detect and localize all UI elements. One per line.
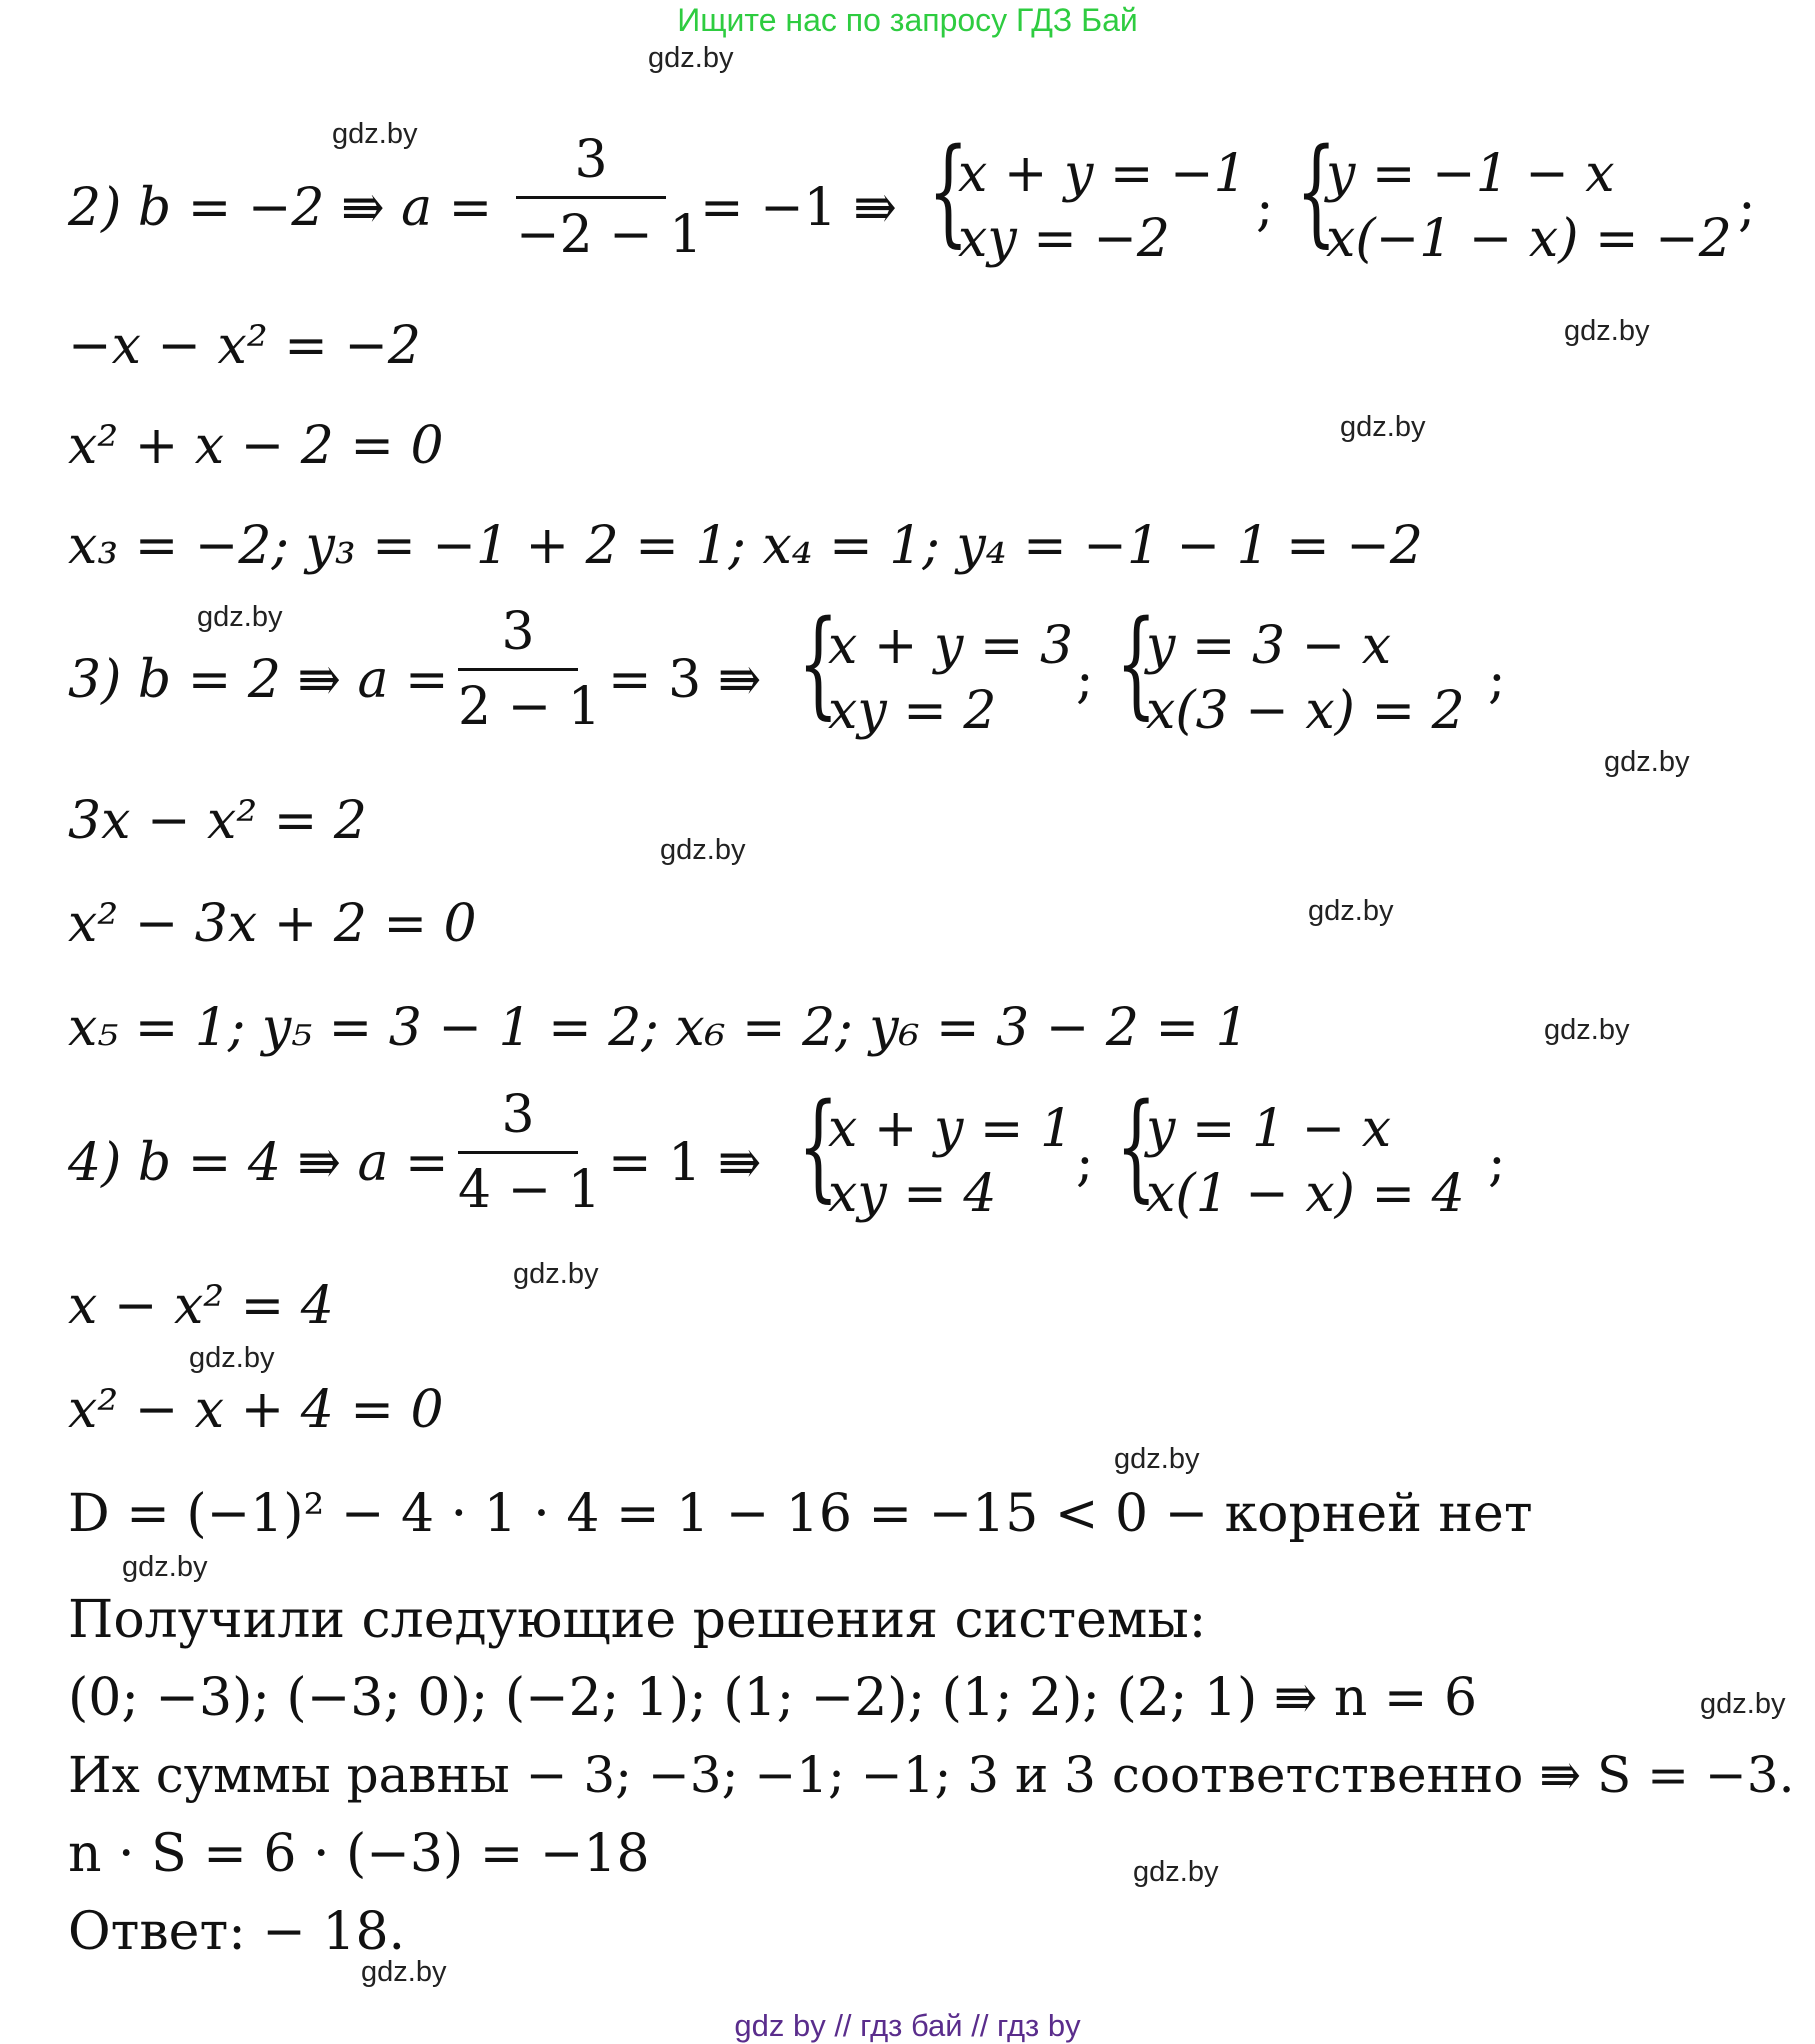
solutions-line: (0; −3); (−3; 0); (−2; 1); (1; −2); (1; 2); (2; 1) ⇛ n = 6 [68,1668,1478,1728]
equation-line: −x − x² = −2 [68,316,421,376]
system-2 [1326,142,1732,272]
system-equation: y = 1 − x [1146,1099,1392,1159]
fraction-bar [458,1151,578,1154]
system-equation: x + y = 3 [828,616,1074,676]
fraction-numerator: 3 [501,1085,535,1145]
equation-line: x² − x + 4 = 0 [68,1380,444,1440]
watermark: gdz.by [1604,746,1690,778]
separator: ; [1076,1133,1094,1193]
equation-line: 3x − x² = 2 [68,791,367,851]
watermark: gdz.by [1308,895,1394,927]
left-brace: { [1116,596,1157,731]
fraction-denominator: 2 − 1 [458,677,601,737]
left-brace: { [1116,1079,1157,1214]
case-3-mid: = 3 ⇛ [608,650,762,710]
case-3-fraction [458,602,601,737]
system-equation: x(1 − x) = 4 [1146,1164,1465,1224]
watermark: gdz.by [332,118,418,150]
system-2 [1146,614,1465,744]
watermark: gdz.by [1700,1688,1786,1720]
separator: ; [1076,650,1094,710]
watermark: gdz.by [1114,1443,1200,1475]
system-equation: x(3 − x) = 2 [1146,681,1465,741]
watermark: gdz.by [1564,315,1650,347]
equation-line: x − x² = 4 [68,1276,334,1336]
fraction-bar [516,196,666,199]
case-4-mid: = 1 ⇛ [608,1133,762,1193]
fraction-numerator: 3 [501,602,535,662]
case-2-fraction [516,130,703,265]
case-4-lead: 4) b = 4 ⇛ a = [68,1133,449,1193]
equation-line: x² + x − 2 = 0 [68,416,444,476]
left-brace: { [798,1079,839,1214]
system-equation: xy = −2 [958,209,1170,269]
watermark: gdz.by [660,834,746,866]
product-line: n · S = 6 · (−3) = −18 [68,1824,650,1884]
roots-line: x₃ = −2; y₃ = −1 + 2 = 1; x₄ = 1; y₄ = −1 − 1 = −2 [68,516,1423,576]
system-equation: x + y = 1 [828,1099,1074,1159]
watermark: gdz.by [1544,1014,1630,1046]
system-equation: x + y = −1 [958,144,1247,204]
system-equation: y = −1 − x [1326,144,1615,204]
fraction-numerator: 3 [574,130,608,190]
case-2-mid: = −1 ⇛ [700,178,897,238]
system-equation: xy = 2 [828,681,997,741]
fraction-denominator: −2 − 1 [516,205,703,265]
case-4-fraction [458,1085,601,1220]
answer-line: Ответ: − 18. [68,1902,406,1962]
watermark: gdz.by [1340,411,1426,443]
watermark: gdz.by [513,1258,599,1290]
watermark: gdz.by [1133,1856,1219,1888]
watermark: gdz.by [122,1551,208,1583]
separator: ; [1256,178,1274,238]
watermark: gdz.by [189,1342,275,1374]
text-line: Получили следующие решения системы: [68,1590,1207,1650]
sums-line: Их суммы равны − 3; −3; −1; −1; 3 и 3 соответственно ⇛ S = −3. [68,1746,1795,1804]
system-1 [828,1097,1073,1227]
system-equation: y = 3 − x [1146,616,1392,676]
case-2-lead: 2) b = −2 ⇛ a = [68,178,493,238]
end-semicolon: ; [1738,178,1756,238]
left-brace: { [1296,124,1337,259]
system-equation: x(−1 − x) = −2 [1326,209,1732,269]
system-2 [1146,1097,1465,1227]
end-semicolon: ; [1488,1133,1506,1193]
left-brace: { [798,596,839,731]
watermark: gdz.by [197,601,283,633]
system-1 [958,142,1247,272]
roots-line: x₅ = 1; y₅ = 3 − 1 = 2; x₆ = 2; y₆ = 3 − 2 = 1 [68,998,1249,1058]
case-3-lead: 3) b = 2 ⇛ a = [68,650,449,710]
watermark: gdz.by [648,42,734,74]
system-equation: xy = 4 [828,1164,997,1224]
fraction-denominator: 4 − 1 [458,1160,601,1220]
footer-links: gdz by // гдз бай // гдз by [734,2008,1081,2043]
search-banner: Ищите нас по запросу ГДЗ Бай [677,2,1138,38]
fraction-bar [458,668,578,671]
end-semicolon: ; [1488,650,1506,710]
discriminant-line: D = (−1)² − 4 · 1 · 4 = 1 − 16 = −15 < 0 − корней нет [68,1484,1533,1544]
left-brace: { [928,124,969,259]
watermark: gdz.by [361,1956,447,1988]
system-1 [828,614,1073,744]
equation-line: x² − 3x + 2 = 0 [68,894,477,954]
